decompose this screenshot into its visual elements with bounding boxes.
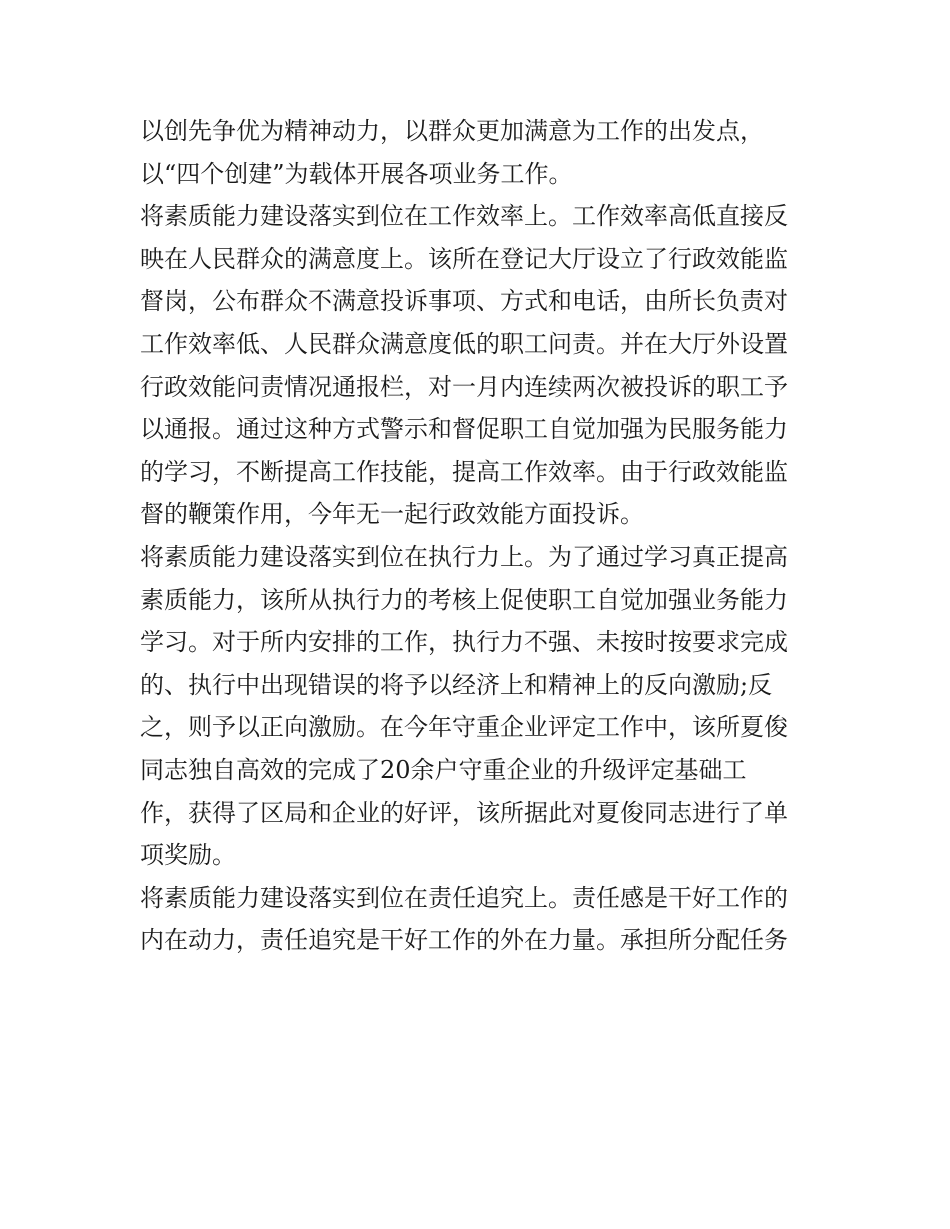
text-line: 同志独自高效的完成了20余户守重企业的升级评定基础工	[140, 755, 747, 784]
text-line: 学习。对于所内安排的工作，执行力不强、未按时按要求完成	[140, 628, 788, 657]
text-line: 的、执行中出现错误的将予以经济上和精神上的反向激励;反	[140, 670, 773, 699]
document-body	[140, 110, 812, 962]
text-line: 督的鞭策作用，今年无一起行政效能方面投诉。	[140, 500, 644, 529]
text-line: 映在人民群众的满意度上。该所在登记大厅设立了行政效能监	[140, 244, 788, 273]
text-line: 作，获得了区局和企业的好评，该所据此对夏俊同志进行了单	[140, 798, 788, 827]
text-line: 之，则予以正向激励。在今年守重企业评定工作中，该所夏俊	[140, 713, 788, 742]
text-line: 行政效能问责情况通报栏，对一月内连续两次被投诉的职工予	[140, 372, 788, 401]
text-line: 督岗，公布群众不满意投诉事项、方式和电话，由所长负责对	[140, 287, 788, 316]
text-line: 以通报。通过这种方式警示和督促职工自觉加强为民服务能力	[140, 415, 788, 444]
text-line: 内在动力，责任追究是干好工作的外在力量。承担所分配任务	[140, 926, 788, 955]
text-line: 项奖励。	[140, 841, 236, 870]
text-line: 素质能力，该所从执行力的考核上促使职工自觉加强业务能力	[140, 585, 788, 614]
text-line: 的学习，不断提高工作技能，提高工作效率。由于行政效能监	[140, 457, 788, 486]
text-line: 以“四个创建”为载体开展各项业务工作。	[140, 159, 573, 188]
text-line: 将素质能力建设落实到位在执行力上。为了通过学习真正提高	[140, 542, 788, 571]
text-line: 工作效率低、人民群众满意度低的职工问责。并在大厅外设置	[140, 329, 788, 358]
text-line: 以创先争优为精神动力，以群众更加满意为工作的出发点，	[140, 117, 764, 145]
text-line: 将素质能力建设落实到位在责任追究上。责任感是干好工作的	[140, 883, 788, 912]
text-line: 将素质能力建设落实到位在工作效率上。工作效率高低直接反	[140, 202, 788, 231]
